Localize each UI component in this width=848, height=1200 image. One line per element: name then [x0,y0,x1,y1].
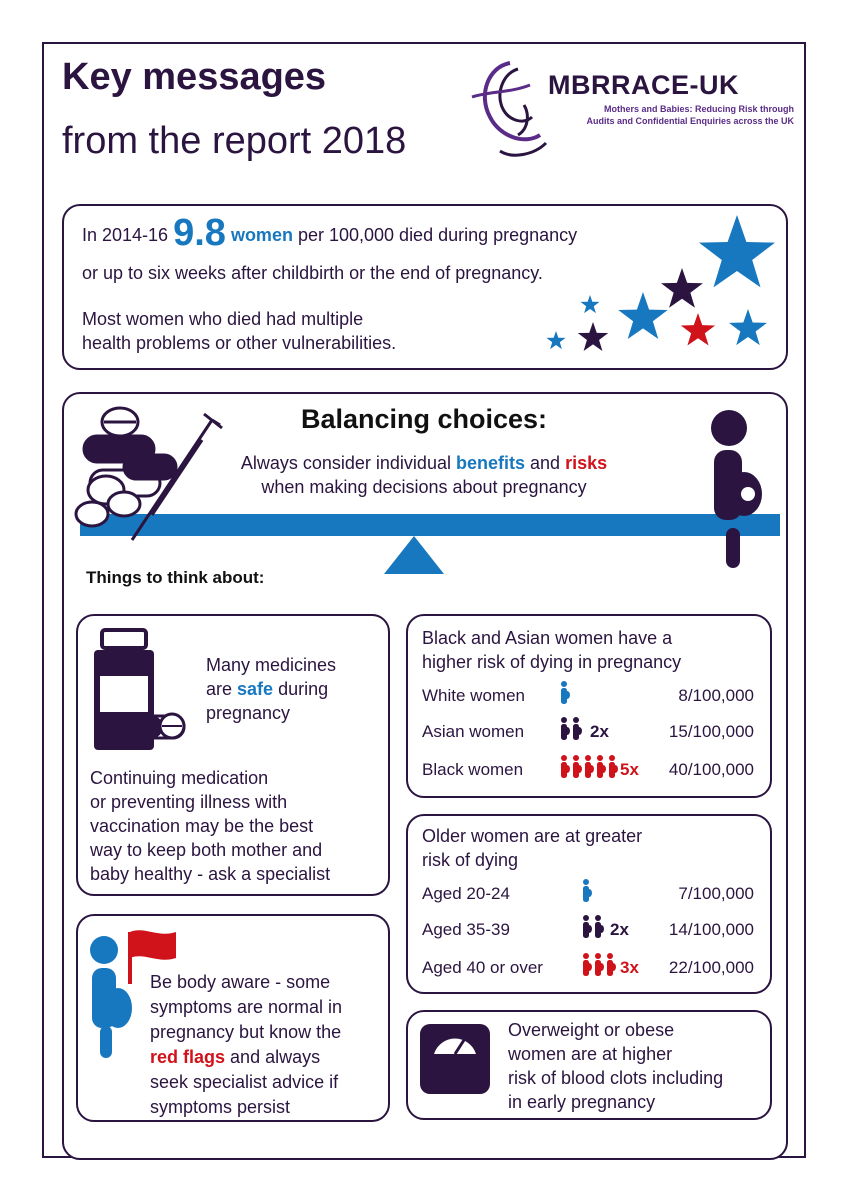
age-heading2: risk of dying [422,850,519,870]
age-label-35-39: Aged 35-39 [422,920,510,939]
medicines-p1: Continuing medication [90,768,269,788]
weight-text [508,1018,723,1114]
benefits-word: benefits [455,453,525,473]
body-aware-l4 [150,1045,342,1070]
stars-icon [540,215,780,365]
body-aware-text [150,970,342,1120]
age-heading [422,824,642,872]
body-aware-l5: seek specialist advice if [150,1072,339,1092]
pregnant-woman-icon [595,953,604,976]
body-aware-l6: symptoms persist [150,1097,291,1117]
weight-l4: in early pregnancy [508,1092,656,1112]
medicines-are: are [206,679,233,699]
age-mult-40-over: 3x [620,958,639,977]
pregnant-woman-icon [597,755,606,778]
weight-l1: Overweight or obese [508,1020,675,1040]
woman-icon-row-20-24 [582,878,596,909]
things-heading: Things to think about: [86,568,265,587]
headline-line2: or up to six weeks after childbirth or the end of pregnancy. [82,263,543,283]
medicines-line1: Many medicines [206,655,337,675]
medicines-line2 [206,678,328,700]
ethnicity-heading [422,626,681,674]
pregnant-woman-icon [583,879,592,902]
age-rate-35-39: 14/100,000 [668,920,754,939]
ethnicity-heading2: higher risk of dying in pregnancy [422,652,682,672]
woman-icons [582,914,608,940]
seesaw-illustration [62,400,788,580]
age-rate-20-24: 7/100,000 [678,884,754,903]
woman-icon-row-asian [560,716,586,747]
body-aware-l3: pregnancy but know the [150,1022,342,1042]
medicines-p3: vaccination may be the best [90,816,314,836]
medicines-p2: or preventing illness with [90,792,288,812]
woman-icons [560,716,586,742]
page-title: Key messages [62,56,327,98]
headline-rest: per 100,000 died during pregnancy [297,225,578,245]
red-flags-word: red flags [150,1047,226,1067]
age-label-40-over: Aged 40 or over [422,958,543,977]
pregnant-woman-icon [595,915,604,938]
age-mult-35-39: 2x [610,920,629,939]
medicine-bottle-icon [88,628,192,758]
weight-l3: risk of blood clots including [508,1068,724,1088]
ethnicity-rate-asian: 15/100,000 [668,722,754,741]
woman-icons [582,952,620,978]
woman-icon-row-40-over [582,952,620,983]
pregnant-woman-icon [609,755,618,778]
headline-para2-line2: health problems or other vulnerabilities. [82,333,397,353]
medicines-p5: baby healthy - ask a specialist [90,864,331,884]
headline-women: women [230,225,293,245]
pregnant-woman-icon [583,915,592,938]
woman-icon-row-black [560,754,622,785]
ethnicity-rate-black: 40/100,000 [668,760,754,779]
body-aware-l1: Be body aware - some [150,972,331,992]
logo-name: MBRRACE-UK [548,70,739,100]
medicines-p4: way to keep both mother and [90,840,323,860]
pregnant-woman-icon [561,681,570,704]
ethnicity-heading1: Black and Asian women have a [422,628,673,648]
ethnicity-mult-asian: 2x [590,722,609,741]
pregnant-woman-icon [607,953,616,976]
headline-line1 [82,212,578,254]
age-rate-40-over: 22/100,000 [668,958,754,977]
ethnicity-label-asian: Asian women [422,722,525,741]
logo-tagline-line1: Mothers and Babies: Reducing Risk through [603,104,794,114]
risks-word: risks [565,453,608,473]
age-label-20-24: Aged 20-24 [422,884,510,903]
weight-l2: women are at higher [508,1044,673,1064]
pregnant-woman-icon [583,953,592,976]
body-aware-l4-post: and always [230,1047,321,1067]
body-aware-l2: symptoms are normal in [150,997,343,1017]
medicines-paragraph [90,766,330,886]
headline-number: 9.8 [173,212,226,254]
safe-word: safe [237,679,274,699]
ethnicity-rate-white: 8/100,000 [678,686,754,705]
mbrrace-logo-icon [470,55,560,160]
pregnant-woman-icon [573,717,582,740]
pregnant-woman-icon [573,755,582,778]
woman-icons [582,878,596,904]
woman-icon-row-white [560,680,574,711]
age-heading1: Older women are at greater [422,826,643,846]
balancing-line1-pre: Always consider individual [240,453,451,473]
pregnant-woman-icon [561,755,570,778]
woman-icon-row-35-39 [582,914,608,945]
balancing-title: Balancing choices: [300,404,548,434]
headline-prefix: In 2014-16 [82,225,169,245]
logo-tagline-line2: Audits and Confidential Enquiries across the UK [586,116,794,126]
weighing-scale-icon [420,1024,490,1094]
page-subtitle: from the report 2018 [62,120,407,162]
and-word: and [530,453,561,473]
medicines-line3: pregnancy [206,703,291,723]
pregnant-woman-icon [561,717,570,740]
woman-icons [560,754,622,780]
pregnant-woman-icon [585,755,594,778]
balancing-line2: when making decisions about pregnancy [261,477,587,497]
ethnicity-label-black: Black women [422,760,524,779]
woman-icons [560,680,574,706]
logo-tagline [562,103,794,127]
medicines-during: during [278,679,329,699]
headline-para2-line1: Most women who died had multiple [82,309,364,329]
ethnicity-mult-black: 5x [620,760,639,779]
ethnicity-label-white: White women [422,686,525,705]
